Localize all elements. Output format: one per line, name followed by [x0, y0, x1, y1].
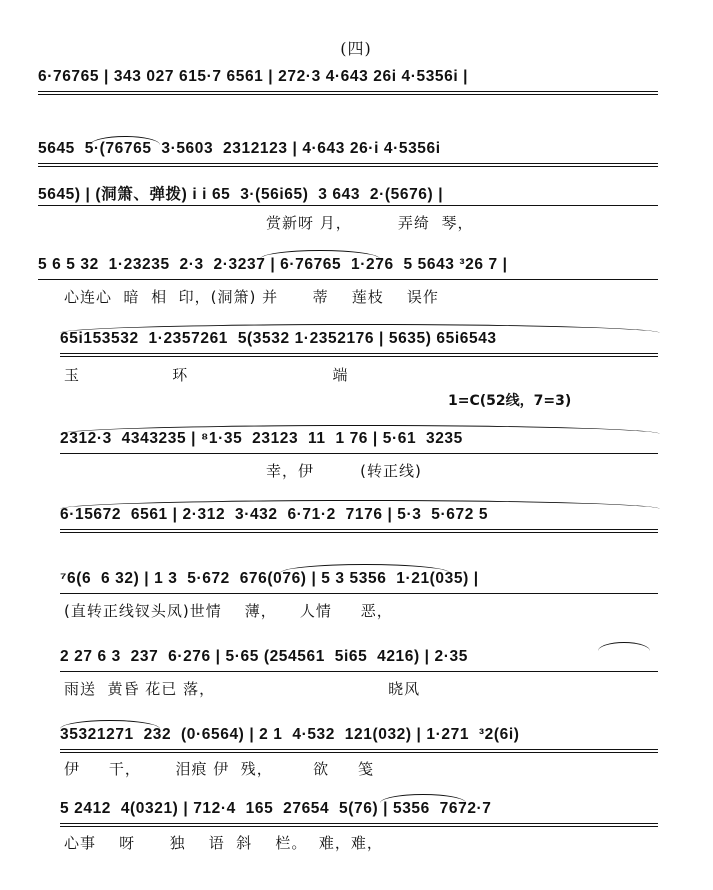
underline-beam	[60, 356, 658, 357]
section-title: (四)	[340, 39, 372, 58]
underline-beam	[60, 529, 658, 530]
underline-beam	[60, 749, 658, 750]
underline-beam	[60, 671, 658, 672]
notation-line-11: 5 2412 4(0321) | 712·4 165 27654 5(76) | 5356 7672·7	[60, 800, 492, 817]
lyrics-line-8: (直转正线钗头凤)世情 薄， 人情 恶，	[64, 602, 393, 620]
underline-beam	[38, 94, 658, 95]
slur-mark	[598, 642, 650, 651]
notation-line-10: 35321271 232 (0·6564) | 2 1 4·532 121(032) | 1·271 ³2(6i)	[60, 726, 520, 743]
underline-beam	[60, 823, 658, 824]
notation-line-3: 5645) | (洞箫、弹拨) i i 65 3·(56i65) 3 643 2·(5676) |	[38, 186, 444, 203]
slur-mark	[60, 720, 160, 729]
underline-beam	[60, 532, 658, 533]
underline-beam	[60, 353, 658, 354]
slur-mark	[90, 136, 160, 145]
notation-line-5: 65i153532 1·2357261 5(3532 1·2352176 | 5635) 65i6543	[60, 330, 497, 347]
notation-line-2: 5645 5·(76765 3·5603 2312123 | 4·643 26·i 4·5356i	[38, 140, 441, 157]
slur-mark	[60, 324, 660, 333]
lyrics-line-3: 赏新呀 月， 弄绮 琴，	[266, 214, 474, 232]
notation-line-4: 5 6 5 32 1·23235 2·3 2·3237 | 6·76765 1·276 5 5643 ³26 7 |	[38, 256, 508, 273]
underline-beam	[60, 826, 658, 827]
underline-beam	[38, 279, 658, 280]
notation-line-8: ⁷6(6 6 32) | 1 3 5·672 676(076) | 5 3 5356 1·21(035) |	[60, 570, 479, 587]
underline-beam	[38, 166, 658, 167]
lyrics-line-5: 玉 环 端	[64, 366, 349, 384]
slur-mark	[380, 794, 466, 803]
lyrics-line-10: 伊 干， 泪痕 伊 残， 欲 笺	[64, 760, 374, 778]
slur-mark	[60, 425, 660, 434]
lyrics-line-4: 心连心 暗 相 印，(洞箫) 并 蒂 莲枝 误作	[64, 288, 439, 306]
underline-beam	[60, 453, 658, 454]
notation-line-7: 6·15672 6561 | 2·312 3·432 6·71·2 7176 | 5·3 5·672 5	[60, 506, 489, 523]
notation-line-6: 2312·3 4343235 | ⁸1·35 23123 11 1 76 | 5·61 3235	[60, 430, 463, 447]
underline-beam	[38, 205, 658, 206]
underline-beam	[60, 593, 658, 594]
lyrics-line-6: 幸，伊 (转正线)	[266, 462, 422, 480]
notation-line-9: 2 27 6 3 237 6·276 | 5·65 (254561 5i65 4216) | 2·35	[60, 648, 468, 665]
score-page	[30, 30, 682, 860]
notation-line-1: 6·76765 | 343 027 615·7 6561 | 272·3 4·643 26i 4·5356i |	[38, 68, 469, 85]
slur-mark	[60, 500, 660, 509]
underline-beam	[38, 91, 658, 92]
slur-mark	[280, 564, 450, 573]
key-change-label: 1=C(52线，7=3)	[448, 393, 572, 409]
lyrics-line-11: 心事 呀 独 语 斜 栏。 难，难，	[64, 834, 383, 852]
underline-beam	[60, 752, 658, 753]
slur-mark	[260, 250, 380, 259]
lyrics-line-9: 雨送 黄昏 花已 落， 晓风	[64, 680, 421, 698]
underline-beam	[38, 163, 658, 164]
